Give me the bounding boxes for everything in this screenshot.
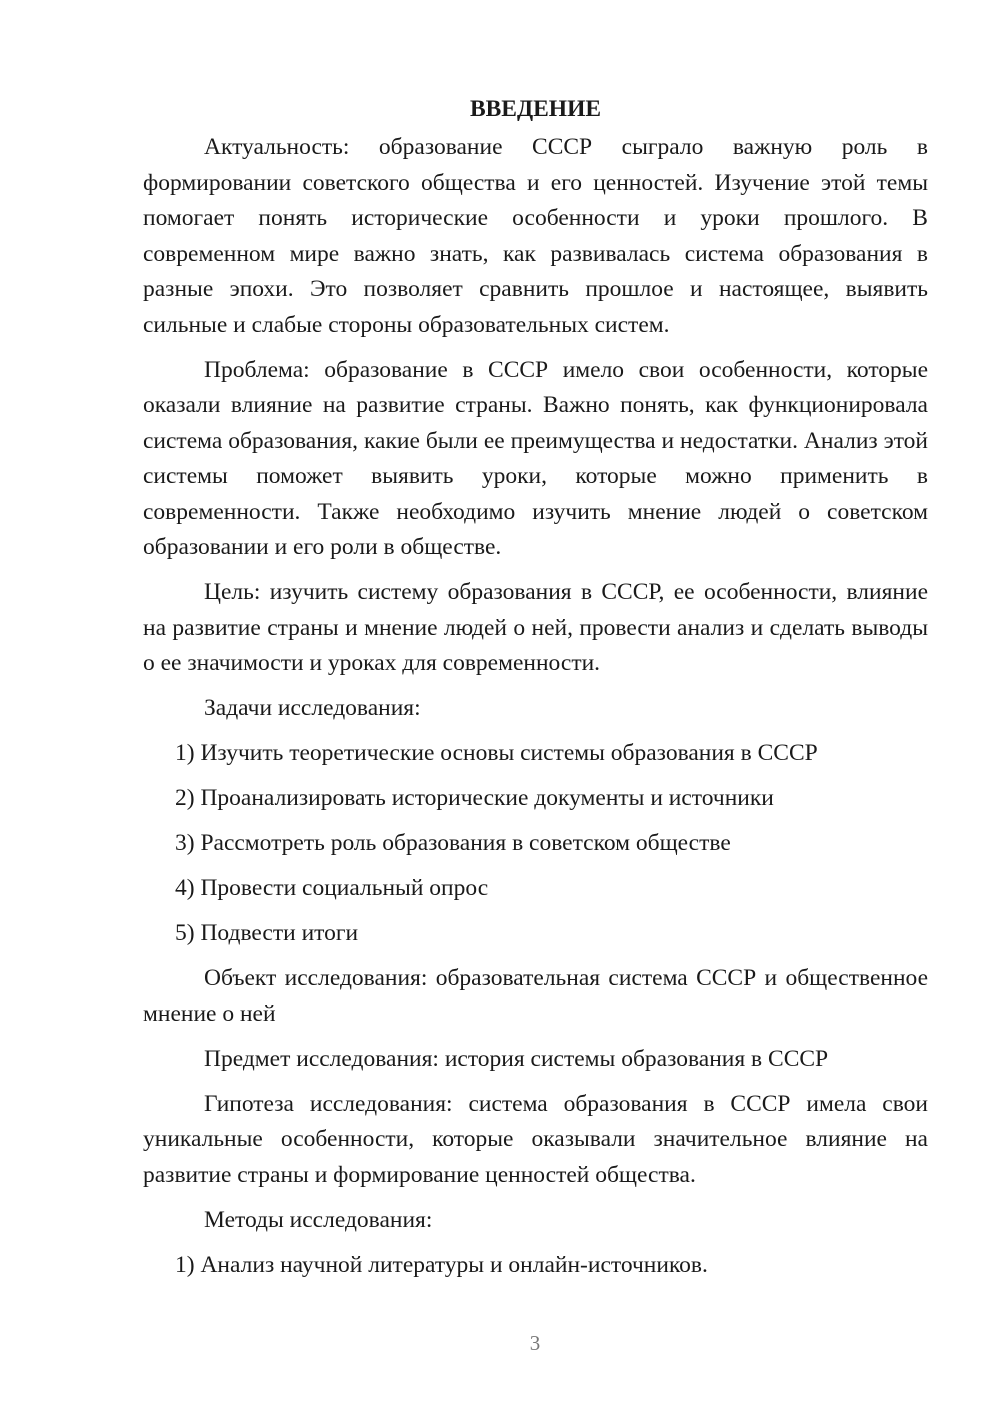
list-item: 3) Рассмотреть роль образования в советском обществе xyxy=(175,830,731,856)
page-number: 3 xyxy=(529,1331,541,1355)
relevance-paragraph: Актуальность: образование СССР сыграло важную роль в формировании советского общества и его ценностей. Изучение этой темы помогает понять исторические особенности и уроки прошлого. В современном мире важно знать, как развивалась система образования в разные эпохи. Это позволяет сравнить прошлое и настоящее, выявить сильные и слабые стороны образовательных систем. xyxy=(143,134,928,338)
document-page xyxy=(143,92,928,1293)
tasks-heading: Задачи исследования: xyxy=(204,695,421,721)
object-paragraph: Объект исследования: образовательная система СССР и общественное мнение о ней xyxy=(143,965,928,1027)
list-item: 4) Провести социальный опрос xyxy=(175,875,489,901)
methods-heading: Методы исследования: xyxy=(204,1206,433,1233)
tasks-list xyxy=(143,736,928,952)
subject-paragraph: Предмет исследования: история системы образования в СССР xyxy=(204,1045,829,1072)
goal-paragraph: Цель: изучить систему образования в СССР, ее особенности, влияние на развитие страны и мнение людей о ней, провести анализ и сделать выводы о ее значимости и уроках для современности. xyxy=(143,579,928,676)
list-item: 1) Анализ научной литературы и онлайн-источников. xyxy=(175,1251,708,1278)
hypothesis-paragraph: Гипотеза исследования: система образования в СССР имела свои уникальные особенности, которые оказывали значительное влияние на развитие страны и формирование ценностей общества. xyxy=(143,1090,928,1188)
section-title: ВВЕДЕНИЕ xyxy=(469,96,602,122)
list-item: 1) Изучить теоретические основы системы образования в СССР xyxy=(175,740,818,766)
list-item: 2) Проанализировать исторические документы и источники xyxy=(175,785,774,811)
list-item: 5) Подвести итоги xyxy=(175,920,359,946)
methods-list xyxy=(143,1248,928,1284)
problem-paragraph: Проблема: образование в СССР имело свои особенности, которые оказали влияние на развитие страны. Важно понять, как функционировала система образования, какие были ее преимущества и недостатки. Анализ этой системы поможет выявить уроки, которые можно применить в современности. Также необходимо изучить мнение людей о советском образовании и его роли в обществе. xyxy=(143,356,928,560)
